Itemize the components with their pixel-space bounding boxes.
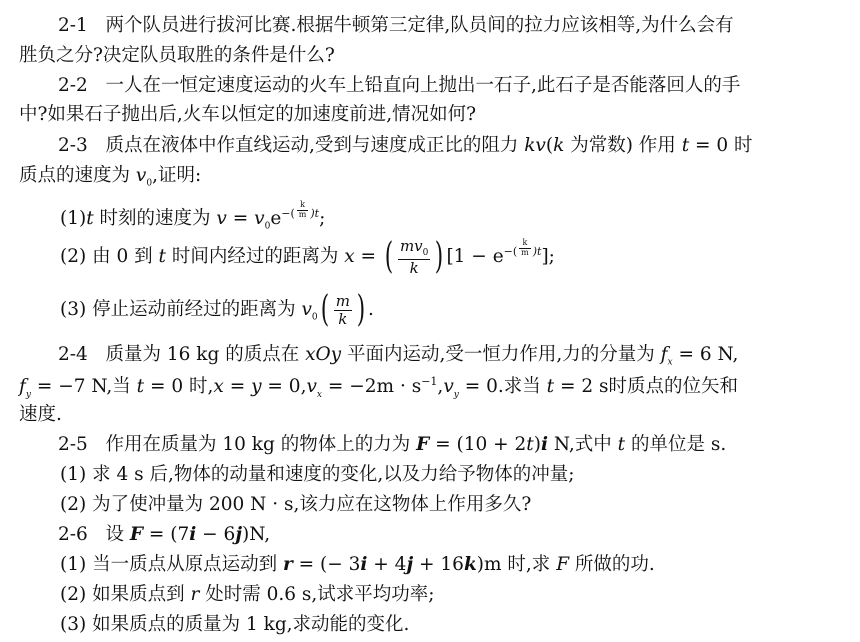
- math-var: v: [443, 376, 454, 398]
- vector: i: [360, 554, 368, 575]
- text: e: [270, 207, 282, 229]
- text: 设: [105, 524, 130, 545]
- math-var: kv: [524, 135, 546, 156]
- numerator: k: [519, 239, 531, 249]
- text: 作用在质量为 10 kg 的物体上的力为: [105, 434, 417, 455]
- text: 所做的功.: [569, 554, 655, 575]
- text: 质量为 16 kg 的质点在: [105, 344, 306, 365]
- problem-2-4-line-2: [19, 376, 738, 400]
- problem-number: 2-5: [58, 434, 88, 455]
- problem-number: 2-6: [58, 524, 88, 545]
- vector: F: [416, 434, 430, 455]
- text: −(: [281, 206, 295, 220]
- text: N,式中: [547, 434, 618, 455]
- problem-2-5-item-2: (2) 为了使冲量为 200 N · s,该力应在这物体上作用多久?: [60, 494, 532, 515]
- math-var: t: [617, 434, 626, 455]
- math-var: v: [306, 376, 317, 398]
- exponent: −1: [421, 375, 438, 388]
- vector: r: [282, 554, 293, 575]
- problem-number: 2-2: [58, 75, 88, 96]
- text: = 0 时: [689, 135, 753, 156]
- problem-2-1-line-1: [58, 17, 734, 36]
- exponent: [503, 238, 542, 259]
- denominator: k: [338, 309, 348, 328]
- text: =: [354, 246, 382, 268]
- exponent: [281, 200, 320, 220]
- math-var: f: [660, 344, 668, 365]
- text: 质点的速度为: [19, 165, 136, 186]
- subscript: y: [25, 389, 31, 400]
- math-var: t: [681, 135, 690, 156]
- math-var: r: [190, 584, 200, 605]
- text: − 6: [196, 524, 236, 545]
- subscript: x: [667, 357, 673, 368]
- problem-2-6-item-1: [60, 556, 655, 575]
- problem-2-3-item-3: [60, 289, 374, 330]
- math-var: F: [556, 554, 570, 575]
- text: )m 时,求: [476, 554, 557, 575]
- text: = −2m · s: [321, 376, 422, 398]
- text: 处时需 0.6 s,试求平均功率;: [199, 584, 435, 605]
- problem-2-3-item-1: [60, 201, 325, 232]
- numerator: [398, 238, 430, 260]
- text: ): [533, 434, 541, 455]
- text: = (7: [142, 524, 190, 545]
- math-var: f: [19, 376, 26, 398]
- math-var: t: [86, 207, 94, 229]
- subscript: y: [453, 389, 459, 400]
- text: + 16: [413, 554, 464, 575]
- subscript: 0: [311, 312, 318, 323]
- left-paren: (: [384, 236, 394, 278]
- text: )t: [532, 245, 542, 259]
- text: ;: [319, 207, 326, 229]
- math-var: xOy: [305, 344, 342, 365]
- problem-text: 两个队员进行拔河比赛.根据牛顿第三定律,队员间的拉力应该相等,为什么会有: [105, 15, 734, 36]
- text: 时间内经过的距离为: [165, 246, 345, 268]
- text: (1) 当一质点从原点运动到: [60, 554, 283, 575]
- fraction: [297, 201, 309, 220]
- text: (3) 停止运动前经过的距离为: [60, 299, 302, 320]
- math-var: v: [135, 165, 147, 186]
- text: 质点在液体中作直线运动,受到与速度成正比的阻力: [105, 135, 525, 156]
- problem-2-3-line-2: [19, 167, 201, 189]
- problem-2-5-item-1: (1) 求 4 s 后,物体的动量和速度的变化,以及力给予物体的冲量;: [60, 464, 575, 485]
- text: + 4: [367, 554, 407, 575]
- problem-2-3-line-1: [58, 137, 753, 156]
- problem-2-5-line-1: [58, 436, 726, 455]
- math-var: mv: [399, 237, 423, 255]
- fraction: [519, 239, 531, 258]
- text: 的单位是 s.: [625, 434, 727, 455]
- text: 时刻的速度为: [93, 207, 217, 229]
- text: ,: [437, 376, 444, 398]
- math-var: v: [301, 299, 312, 320]
- text: 为常数) 作用: [564, 135, 682, 156]
- vector: j: [406, 554, 414, 575]
- problem-2-2-line-2: 中?如果石子抛出后,火车以恒定的加速度前进,情况如何?: [19, 104, 477, 125]
- text: = 0.求当: [458, 376, 547, 398]
- text: = (10 + 2: [429, 434, 527, 455]
- math-var: t: [158, 246, 166, 268]
- text: = 6 N,: [672, 344, 739, 365]
- numerator: k: [297, 201, 309, 211]
- right-paren: ): [356, 289, 366, 330]
- vector: F: [129, 524, 143, 545]
- text: )t: [310, 206, 320, 220]
- left-paren: (: [320, 289, 329, 330]
- text: .: [367, 299, 374, 320]
- text: ,证明:: [152, 165, 202, 186]
- subscript: x: [316, 389, 322, 400]
- text: (2) 如果质点到: [60, 584, 191, 605]
- math-var: t: [546, 376, 555, 398]
- text: )N,: [242, 524, 271, 545]
- problem-number: 2-1: [58, 15, 88, 36]
- denominator: m: [298, 209, 307, 219]
- problem-2-6-item-3: (3) 如果质点的质量为 1 kg,求动能的变化.: [60, 614, 410, 635]
- problem-number: 2-3: [58, 135, 88, 156]
- fraction: [398, 238, 430, 276]
- problem-2-6-line-1: [58, 526, 270, 545]
- problem-2-1-line-2: 胜负之分?决定队员取胜的条件是什么?: [19, 45, 335, 66]
- problem-2-4-line-1: [58, 346, 738, 368]
- subscript: 0: [264, 221, 271, 232]
- right-paren: ): [435, 236, 444, 278]
- math-var: k: [409, 258, 419, 277]
- vector: j: [235, 524, 243, 545]
- text: = 0 时,: [144, 376, 214, 398]
- subscript: 0: [422, 248, 429, 258]
- text: (1): [60, 207, 87, 229]
- problem-2-3-item-2: [60, 238, 555, 276]
- text: = 0,: [261, 376, 307, 398]
- math-var: k: [553, 135, 565, 156]
- vector: i: [540, 434, 548, 455]
- text: = (− 3: [292, 554, 361, 575]
- text: (2) 由 0 到: [60, 246, 159, 268]
- math-var: x: [344, 246, 355, 268]
- math-var: t: [526, 434, 534, 455]
- math-expr: v = v: [216, 207, 265, 229]
- text: = 2 s时质点的位矢和: [554, 376, 739, 398]
- vector: k: [463, 554, 477, 575]
- text: (: [545, 135, 554, 156]
- numerator: m: [335, 292, 350, 310]
- math-var: t: [136, 376, 145, 398]
- subscript: 0: [146, 178, 153, 189]
- text: 平面内运动,受一恒力作用,力的分量为: [341, 344, 661, 365]
- vector: i: [189, 524, 197, 545]
- denominator: [398, 260, 430, 277]
- problem-2-2-line-1: [58, 77, 740, 96]
- fraction: [334, 293, 352, 327]
- text: −(: [503, 245, 518, 259]
- text: ];: [541, 246, 555, 268]
- text: [1 − e: [446, 246, 504, 268]
- text: = −7 N,当: [30, 376, 137, 398]
- denominator: m: [521, 248, 529, 258]
- problem-2-4-line-3: 速度.: [19, 404, 62, 425]
- math-expr: x = y: [213, 376, 262, 398]
- problem-number: 2-4: [58, 344, 88, 365]
- problem-text: 一人在一恒定速度运动的火车上铅直向上抛出一石子,此石子是否能落回人的手: [105, 75, 741, 96]
- problem-2-6-item-2: [60, 586, 434, 605]
